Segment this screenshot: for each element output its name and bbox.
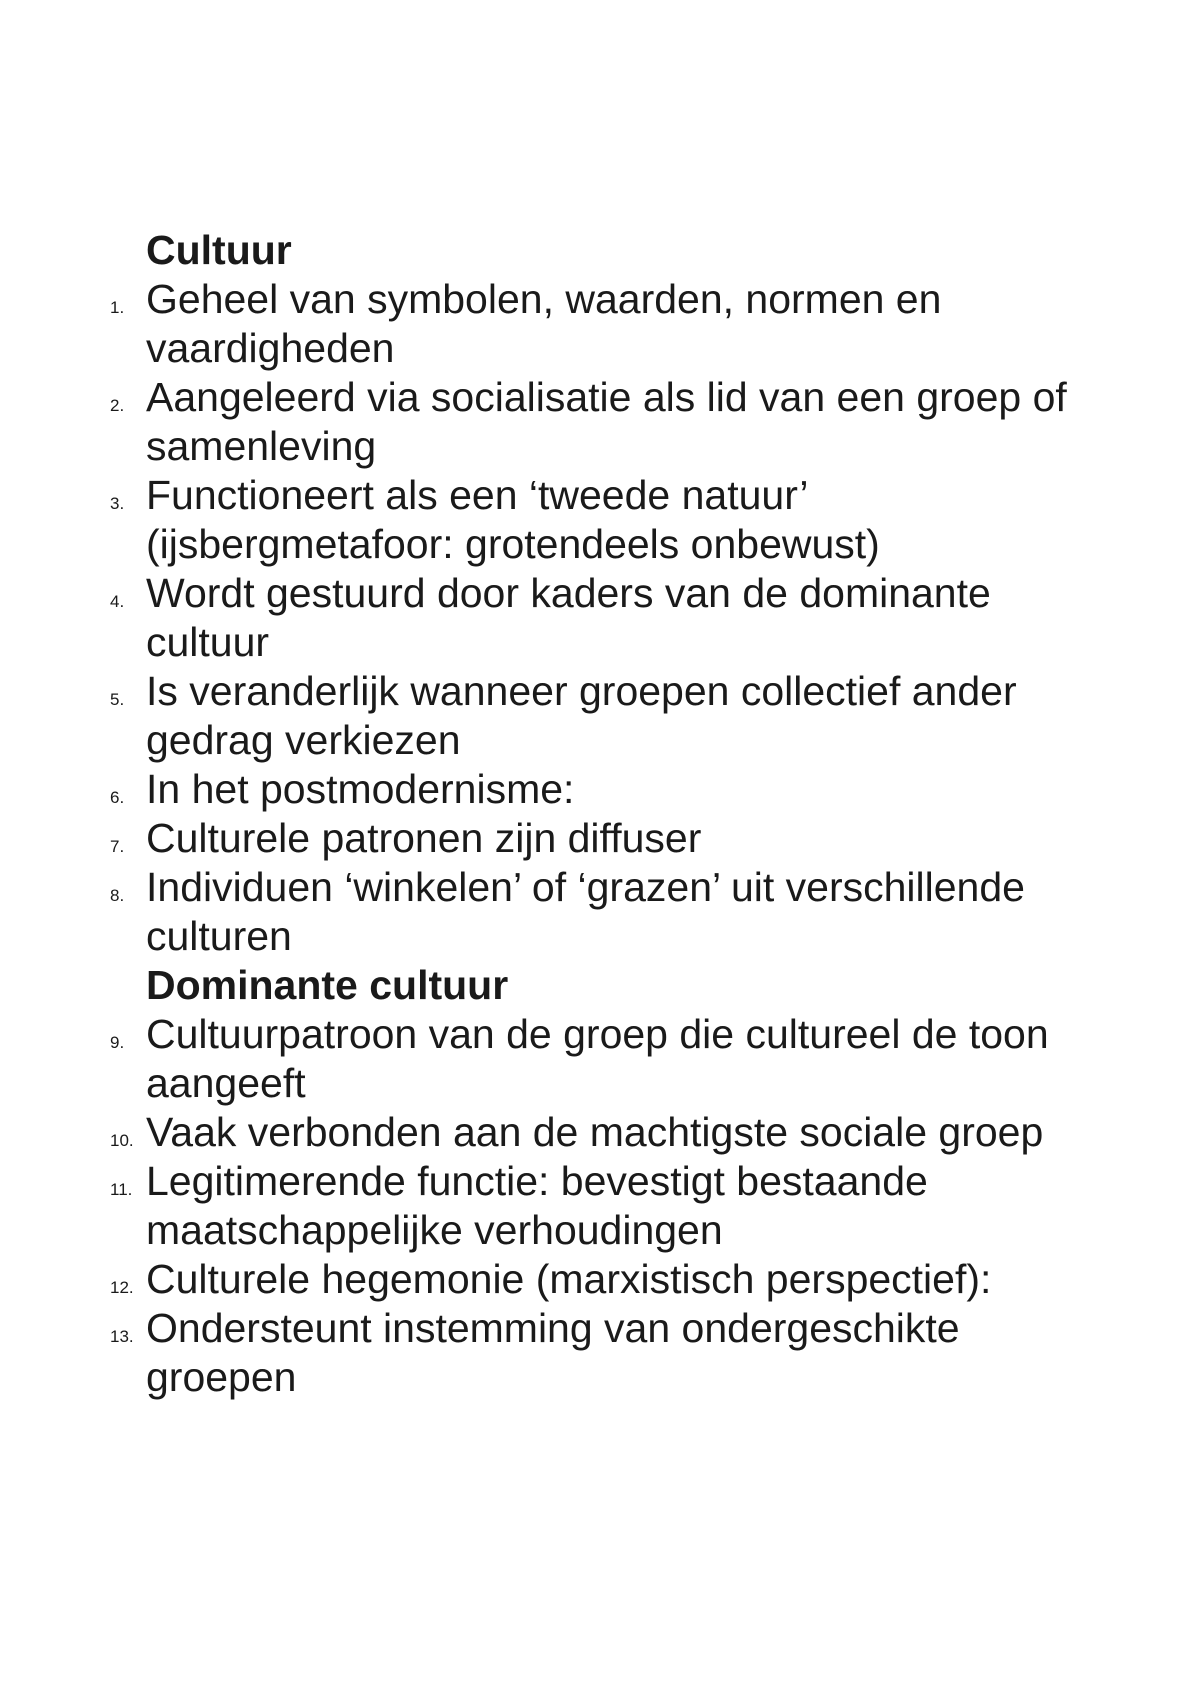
list-item — [110, 814, 1086, 863]
list-item-text: Ondersteunt instemming van ondergeschikte groepen — [146, 1305, 960, 1400]
list-number: 3. — [110, 494, 125, 513]
list-number: 13. — [110, 1327, 134, 1346]
list-item — [110, 1304, 1086, 1402]
section-heading-dominante-cultuur: Dominante cultuur — [146, 962, 509, 1008]
section-heading-cultuur: Cultuur — [146, 227, 292, 273]
list-item-text: Is veranderlijk wanneer groepen collectief ander gedrag verkiezen — [146, 668, 1017, 763]
list-number: 7. — [110, 837, 125, 856]
list-item — [110, 667, 1086, 765]
list-item — [110, 1108, 1086, 1157]
list-item-text: Legitimerende functie: bevestigt bestaande maatschappelijke verhoudingen — [146, 1158, 928, 1253]
list-number: 4. — [110, 592, 125, 611]
list-item-text: Geheel van symbolen, waarden, normen en vaardigheden — [146, 276, 942, 371]
list-item — [110, 863, 1086, 961]
list-number: 1. — [110, 298, 125, 317]
list-number: 11. — [110, 1180, 133, 1199]
list-item-text: Culturele patronen zijn diffuser — [146, 815, 702, 861]
document-body — [0, 226, 1200, 1402]
list-item-text: Aangeleerd via socialisatie als lid van een groep of samenleving — [146, 374, 1067, 469]
list-item — [110, 1255, 1086, 1304]
list-item — [110, 275, 1086, 373]
list-item-text: In het postmodernisme: — [146, 766, 575, 812]
list-number: 6. — [110, 788, 125, 807]
list-number: 10. — [110, 1131, 134, 1150]
list-item — [110, 1157, 1086, 1255]
list-item — [110, 373, 1086, 471]
list-item-text: Wordt gestuurd door kaders van de dominante cultuur — [146, 570, 991, 665]
list-item — [110, 765, 1086, 814]
list-number: 8. — [110, 886, 125, 905]
list-item-text: Vaak verbonden aan de machtigste sociale groep — [146, 1109, 1044, 1155]
list-number: 5. — [110, 690, 125, 709]
list-item — [110, 1010, 1086, 1108]
list-item-text: Individuen ‘winkelen’ of ‘grazen’ uit verschillende culturen — [146, 864, 1025, 959]
list-item-text: Functioneert als een ‘tweede natuur’ (ijsbergmetafoor: grotendeels onbewust) — [146, 472, 880, 567]
list-item — [110, 569, 1086, 667]
list-item-text: Culturele hegemonie (marxistisch perspectief): — [146, 1256, 992, 1302]
list-number: 2. — [110, 396, 125, 415]
list-number: 12. — [110, 1278, 134, 1297]
list-item — [110, 471, 1086, 569]
list-number: 9. — [110, 1033, 125, 1052]
list-item-text: Cultuurpatroon van de groep die cultureel de toon aangeeft — [146, 1011, 1049, 1106]
